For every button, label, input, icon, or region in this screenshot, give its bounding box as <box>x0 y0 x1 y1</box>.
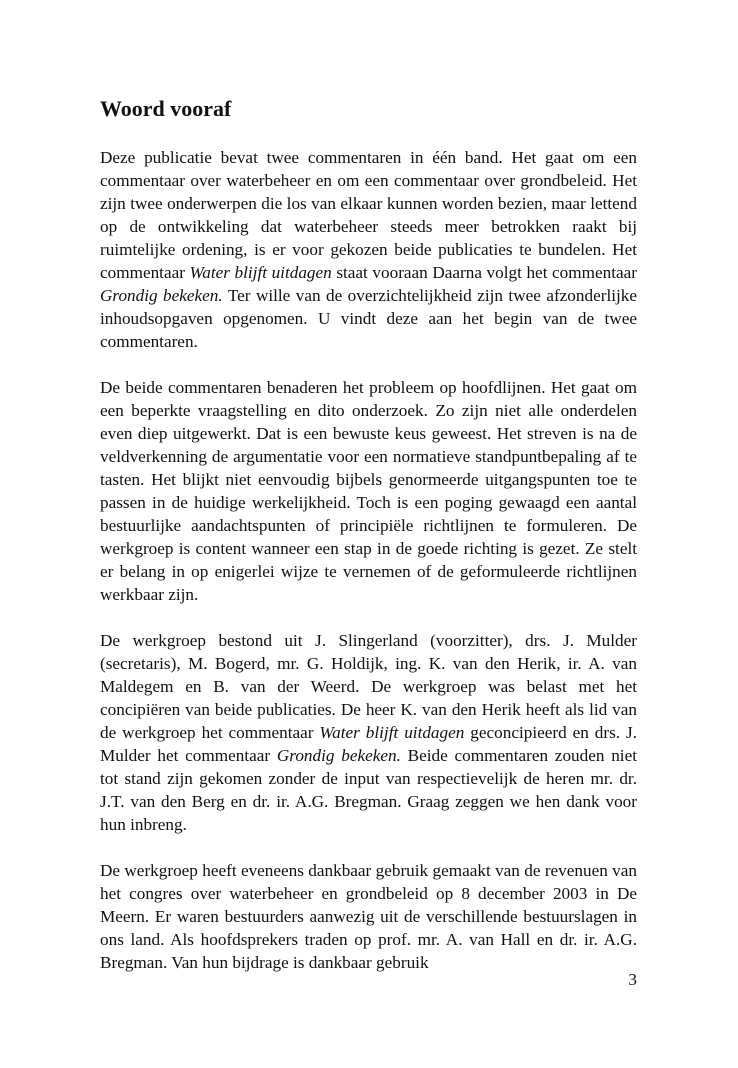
paragraph-1-text-3: Ter wille van de overzichtelijkheid zijn twee afzonderlijke inhoudsopgaven opgenomen. U vindt deze aan het begin van de twee commentaren. <box>100 286 637 351</box>
paragraph-3 <box>100 629 637 836</box>
paragraph-1-title-water-blijft-uitdagen: Water blijft uitdagen <box>189 263 332 282</box>
paragraph-1-text-2: staat vooraan Daarna volgt het commentaar <box>331 263 637 282</box>
page-title: Woord vooraf <box>100 96 232 121</box>
page-number: 3 <box>628 970 637 989</box>
paragraph-1-text-1: Deze publicatie bevat twee commentaren in één band. Het gaat om een commentaar over waterbeheer en om een commentaar over grondbeleid. Het zijn twee onderwerpen die los van elkaar kunnen worden bezien, maar lettend op de ontwikkeling dat waterbeheer steeds meer betrokken raakt bij ruimtelijke ordening, is er voor gekozen beide publicaties te bundelen. Het commentaar <box>100 148 637 282</box>
paragraph-3-text-3: Beide commentaren zouden niet tot stand zijn gekomen zonder de input van respectievelijk de heren mr. dr. J.T. van den Berg en dr. ir. A.G. Bregman. Graag zeggen we hen dank voor hun inbreng. <box>100 746 637 834</box>
paragraph-3-title-water-blijft-uitdagen: Water blijft uitdagen <box>319 723 465 742</box>
paragraph-1-title-grondig-bekeken: Grondig bekeken. <box>100 286 223 305</box>
paragraph-3-text-1: De werkgroep bestond uit J. Slingerland (voorzitter), drs. J. Mulder (secretaris), M. Bogerd, mr. G. Holdijk, ing. K. van den Herik, ir. A. van Maldegem en B. van der Weerd. De werkgroep was belast met het concipiëren van beide publicaties. De heer K. van den Herik heeft als lid van de werkgroep het commentaar <box>100 631 637 742</box>
paragraph-2 <box>100 376 637 606</box>
paragraph-1 <box>100 146 637 353</box>
paragraph-3-title-grondig-bekeken: Grondig bekeken. <box>276 746 401 765</box>
paragraph-3-text-2: geconcipieerd en drs. J. Mulder het commentaar <box>100 723 637 765</box>
body-text <box>100 146 637 997</box>
paragraph-4-text: De werkgroep heeft eveneens dankbaar gebruik gemaakt van de revenuen van het congres over waterbeheer en grondbeleid op 8 december 2003 in De Meern. Er waren bestuurders aanwezig uit de verschillende bestuurslagen in ons land. Als hoofdsprekers traden op prof. mr. A. van Hall en dr. ir. A.G. Bregman. Van hun bijdrage is dankbaar gebruik <box>100 861 637 972</box>
document-page <box>100 0 637 1068</box>
paragraph-4 <box>100 859 637 974</box>
paragraph-2-text: De beide commentaren benaderen het probleem op hoofdlijnen. Het gaat om een beperkte vraagstelling en dito onderzoek. Zo zijn niet alle onderdelen even diep uitgewerkt. Dat is een bewuste keus geweest. Het streven is na de veldverkenning de argumentatie voor een normatieve standpuntbepaling af te tasten. Het blijkt niet eenvoudig bijbels genormeerde uitgangspunten toe te passen in de huidige werkelijkheid. Toch is een poging gewaagd een aantal bestuurlijke aandachtspunten of principiële richtlijnen te formuleren. De werkgroep is content wanneer een stap in de goede richting is gezet. Ze stelt er belang in op enigerlei wijze te vernemen of de geformuleerde richtlijnen werkbaar zijn. <box>100 378 637 604</box>
